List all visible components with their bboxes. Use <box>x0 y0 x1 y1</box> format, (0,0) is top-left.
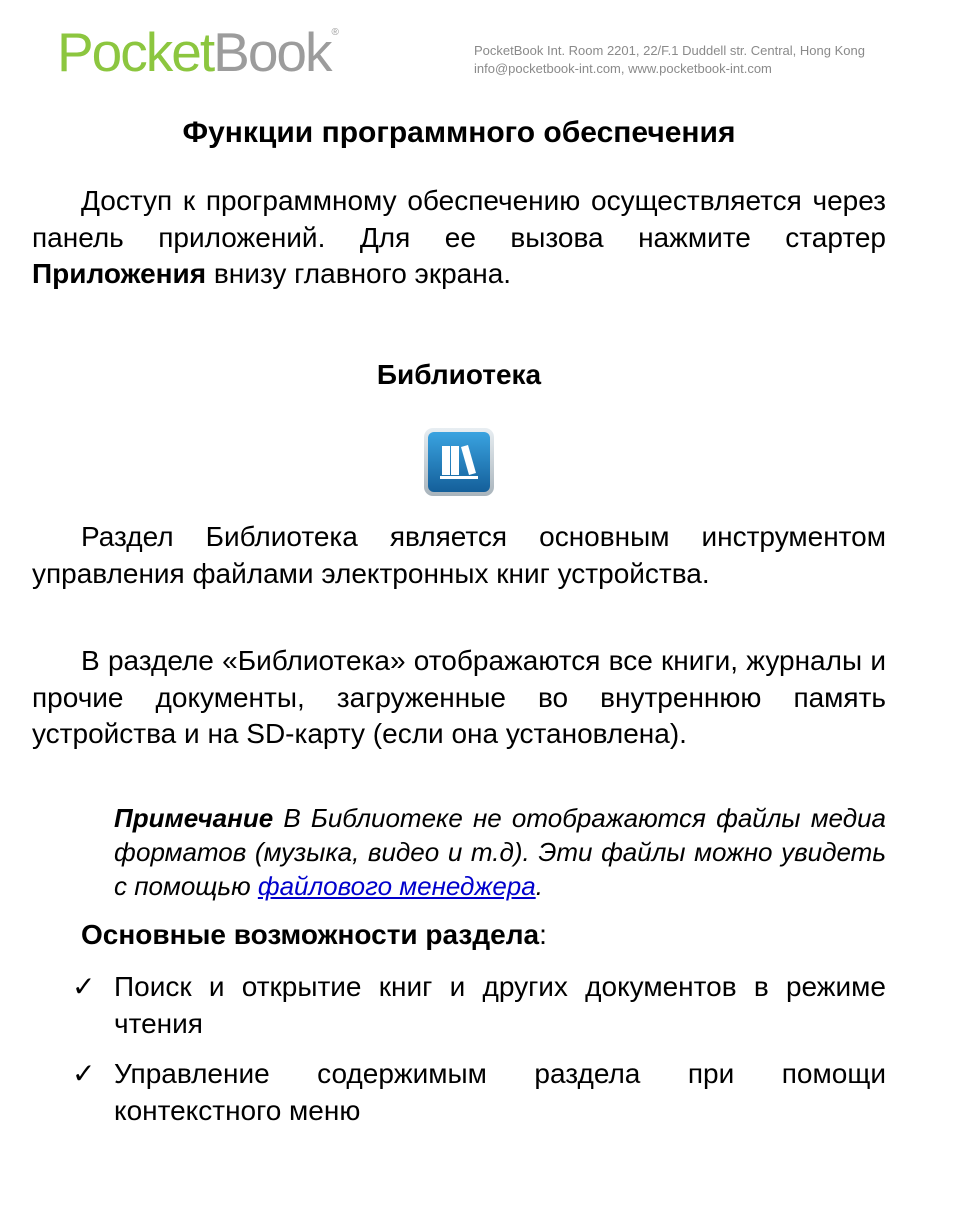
company-info <box>474 42 865 78</box>
apps-launcher-term: Приложения <box>32 258 207 289</box>
list-item-text: Поиск и открытие книг и других документов в режиме чтения <box>114 971 886 1039</box>
library-paragraph-2: В разделе «Библиотека» отображаются все книги, журналы и прочие документы, загруженные во внутреннюю память устройства и на SD-карту (если она установлена). <box>32 645 886 749</box>
features-colon: : <box>539 919 547 950</box>
logo-registered-mark: ® <box>331 27 339 38</box>
company-address: PocketBook Int. Room 2201, 22/F.1 Duddell str. Central, Hong Kong <box>474 43 865 58</box>
pocketbook-logo <box>57 22 338 99</box>
library-paragraph-1: Раздел Библиотека является основным инструментом управления файлами электронных книг устройства. <box>32 521 886 589</box>
note-label: Примечание <box>114 803 274 833</box>
logo-book-text: Book <box>213 21 331 83</box>
logo-pocket-text: Pocket <box>57 21 214 83</box>
note-text: В Библиотеке не отображаются файлы медиа форматов (музыка, видео и т.д). Эти файлы можно увидеть с помощью <box>114 803 886 901</box>
checkmark-icon: ✓ <box>72 1058 96 1089</box>
list-item-text: Управление содержимым раздела при помощи контекстного меню <box>114 1058 886 1126</box>
page-title: Функции программного обеспечения <box>182 116 736 149</box>
library-icon <box>423 426 495 498</box>
intro-text-line1: Доступ к программному обеспечению <box>81 185 581 216</box>
features-title: Основные возможности раздела <box>81 919 540 950</box>
file-manager-link[interactable]: файлового менеджера <box>257 871 536 901</box>
note-block <box>114 801 886 903</box>
section-title-library: Библиотека <box>376 359 542 390</box>
intro-paragraph <box>32 183 886 293</box>
intro-text-a: осуществляется через панель приложений. Для ее вызова нажмите стартер <box>32 185 887 253</box>
intro-text-b: внизу главного экрана. <box>206 258 512 289</box>
checkmark-icon: ✓ <box>72 971 96 1002</box>
features-heading <box>81 919 547 951</box>
company-contacts: info@pocketbook-int.com, www.pocketbook-int.com <box>474 61 772 76</box>
note-end: . <box>535 871 543 901</box>
